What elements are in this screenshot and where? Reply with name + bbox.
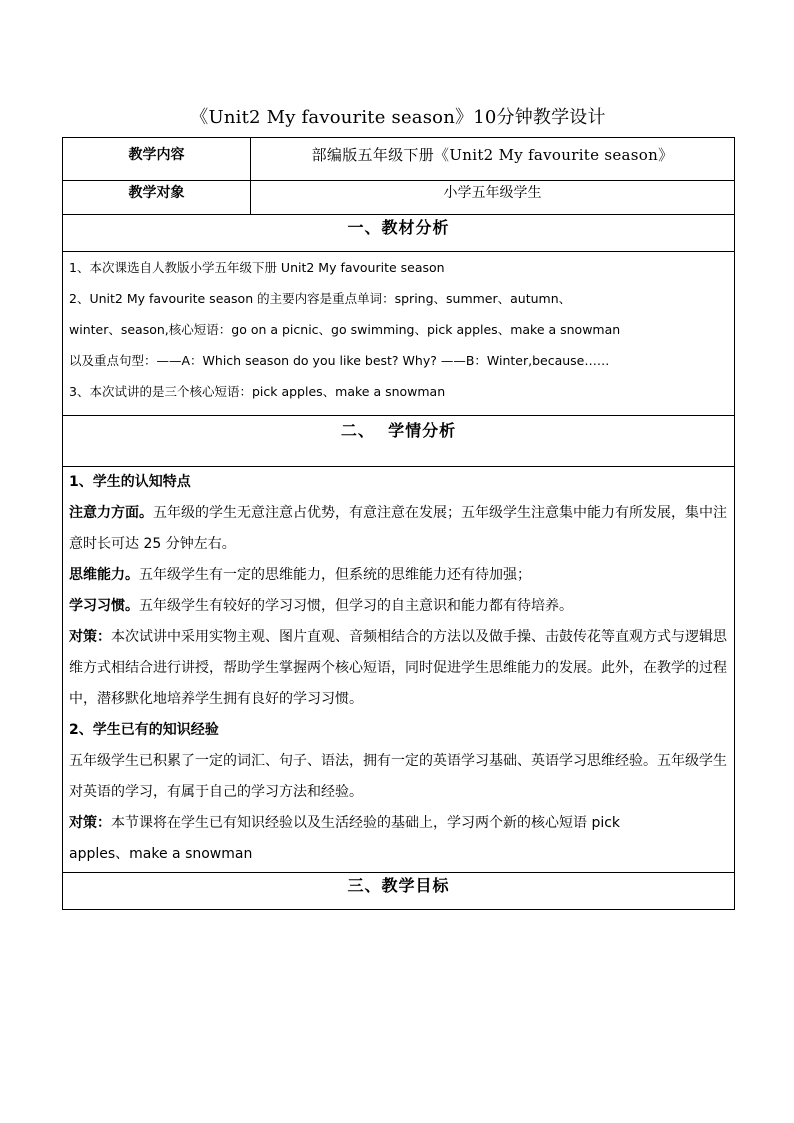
paragraph-strategy-2-cont: apples、make a snowman bbox=[69, 846, 253, 862]
audience-value: 小学五年级学生 bbox=[251, 181, 735, 215]
section2-heading: 二、 学情分析 bbox=[63, 416, 735, 467]
attention-label: 注意力方面。 bbox=[69, 505, 153, 521]
attention-text: 五年级的学生无意注意占优势，有意注意在发展；五年级学生注意集中能力有所发展，集中注意时长可达 25 分钟左右。 bbox=[69, 505, 727, 552]
textbook-analysis-body bbox=[63, 252, 735, 416]
habit-label: 学习习惯。 bbox=[69, 598, 139, 614]
paragraph-strategy bbox=[69, 622, 728, 715]
student-analysis-body bbox=[63, 467, 735, 873]
section3-heading: 三、教学目标 bbox=[63, 873, 735, 910]
content-label: 教学内容 bbox=[63, 138, 251, 181]
habit-text: 五年级学生有较好的学习习惯，但学习的自主意识和能力都有待培养。 bbox=[139, 598, 573, 614]
paragraph-experience: 五年级学生已积累了一定的词汇、句子、语法，拥有一定的英语学习基础、英语学习思维经验。五年级学生对英语的学习，有属于自己的学习方法和经验。 bbox=[69, 753, 727, 800]
textbook-analysis-line: 1、本次课选自人教版小学五年级下册 Unit2 My favourite season bbox=[69, 260, 445, 275]
thinking-label: 思维能力。 bbox=[69, 567, 139, 583]
info-row-audience bbox=[63, 181, 735, 215]
thinking-text: 五年级学生有一定的思维能力，但系统的思维能力还有待加强； bbox=[139, 567, 531, 583]
strategy-label-2: 对策： bbox=[69, 815, 111, 831]
paragraph-habit bbox=[69, 591, 728, 622]
paragraph-strategy-2 bbox=[69, 808, 728, 839]
lesson-plan-table bbox=[62, 137, 735, 910]
document-title: 《Unit2 My favourite season》10分钟教学设计 bbox=[190, 107, 606, 128]
info-row-content bbox=[63, 138, 735, 181]
textbook-analysis-line: 2、Unit2 My favourite season 的主要内容是重点单词：spring、summer、autumn、 bbox=[69, 291, 572, 306]
section-body-row bbox=[63, 467, 735, 873]
section-heading-row bbox=[63, 215, 735, 252]
subheading-experience: 2、学生已有的知识经验 bbox=[69, 722, 219, 738]
textbook-analysis-line: 3、本次试讲的是三个核心短语：pick apples、make a snowman bbox=[69, 384, 446, 399]
strategy-text-2: 本节课将在学生已有知识经验以及生活经验的基础上，学习两个新的核心短语 pick bbox=[111, 815, 621, 831]
subheading-cognitive: 1、学生的认知特点 bbox=[69, 474, 191, 490]
paragraph-thinking bbox=[69, 560, 728, 591]
content-value: 部编版五年级下册《Unit2 My favourite season》 bbox=[251, 138, 735, 181]
strategy-label: 对策： bbox=[69, 629, 111, 645]
section-heading-row bbox=[63, 416, 735, 467]
section1-heading: 一、教材分析 bbox=[63, 215, 735, 252]
textbook-analysis-line: winter、season,核心短语：go on a picnic、go swimming、pick apples、make a snowman bbox=[69, 322, 621, 337]
section-heading-row bbox=[63, 873, 735, 910]
textbook-analysis-line: 以及重点句型：——A：Which season do you like best? Why? ——B：Winter,because…… bbox=[69, 353, 610, 368]
audience-label: 教学对象 bbox=[63, 181, 251, 215]
paragraph-attention bbox=[69, 498, 728, 560]
strategy-text: 本次试讲中采用实物主观、图片直观、音频相结合的方法以及做手操、击鼓传花等直观方式与逻辑思维方式相结合进行讲授，帮助学生掌握两个核心短语，同时促进学生思维能力的发展。此外，在教学的过程中，潜移默化地培养学生拥有良好的学习习惯。 bbox=[69, 629, 727, 707]
section-body-row bbox=[63, 252, 735, 416]
